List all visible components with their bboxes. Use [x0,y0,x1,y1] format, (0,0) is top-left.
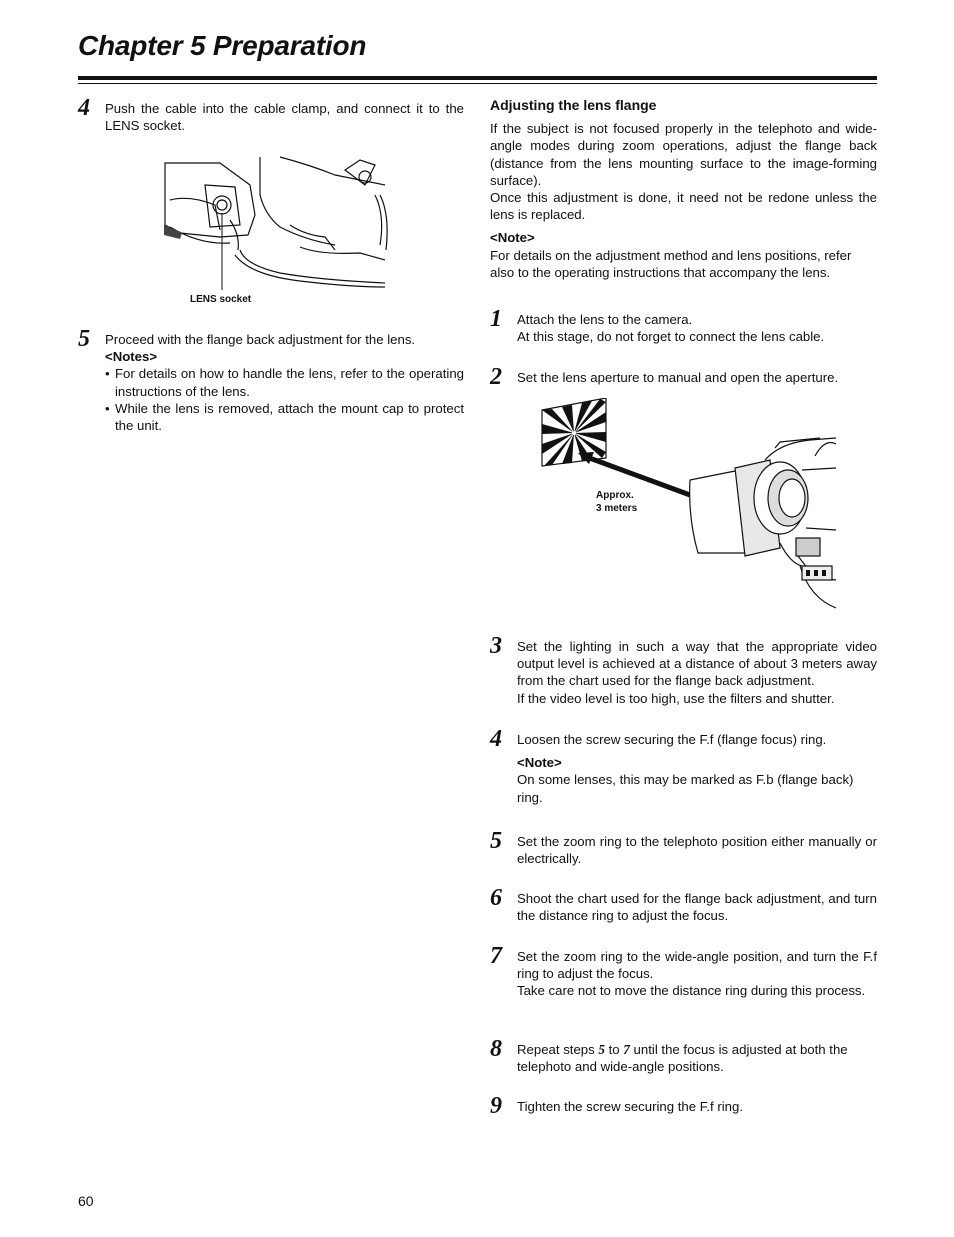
left-step-4 [78,95,464,134]
step-text: Tighten the screw securing the F.f ring. [517,1099,744,1114]
note-text: On some lenses, this may be marked as F.b (flange back) ring. [517,772,854,805]
header-rule-thick [78,76,877,80]
step-text: Shoot the chart used for the flange back adjustment, and turn the distance ring to adjust the focus. [517,891,877,924]
flange-chart-illustration [540,398,836,616]
right-step-1 [490,306,877,345]
right-step-8 [490,1036,877,1075]
right-column [490,97,877,281]
intro-paragraph: If the subject is not focused properly in the telephoto and wide-angle modes during zoom operations, adjust the flange back (distance from the lens mounting surface to the image-forming surface). [490,121,877,188]
bullet-text: While the lens is removed, attach the mount cap to protect the unit. [115,400,464,434]
step-number: 7 [490,943,502,969]
step-ref: 7 [623,1042,630,1057]
distance-label [596,489,637,515]
distance-label-line: 3 meters [596,503,638,514]
step-number: 6 [490,885,502,911]
note-heading: <Note> [490,230,535,246]
page-number: 60 [78,1193,94,1209]
camera-lens-icon [690,438,836,608]
step-number: 1 [490,306,502,332]
left-step-5 [78,326,464,434]
step-text [517,1041,877,1075]
right-step-4 [490,726,877,806]
right-step-9 [490,1093,877,1119]
step-number: 5 [490,828,502,854]
step-text: Proceed with the flange back adjustment for the lens. [105,332,416,347]
right-step-7 [490,943,877,1000]
left-column [78,95,464,134]
notes-heading: <Notes> [105,349,158,365]
step-number: 9 [490,1093,502,1119]
right-step-3 [490,633,877,707]
note-text: For details on the adjustment method and lens positions, refer also to the operating instructions that accompany the lens. [490,247,852,280]
lens-socket-illustration [160,155,390,290]
step-number: 3 [490,633,502,659]
step-text: Set the lens aperture to manual and open the aperture. [517,370,839,385]
distance-label-line: Approx. [596,490,634,501]
step-number: 4 [490,726,502,752]
section-heading: Adjusting the lens flange [490,97,657,113]
note-bullet: • For details on how to handle the lens, refer to the operating instructions of the lens. [105,366,464,399]
step-number: 4 [78,95,90,121]
bullet-text: For details on how to handle the lens, refer to the operating instructions of the lens. [115,366,464,399]
step-text: Take care not to move the distance ring during this process. [517,983,866,999]
step-text: Set the zoom ring to the telephoto position either manually or electrically. [517,834,877,867]
note-heading: <Note> [517,755,562,771]
focus-chart-icon [542,398,606,466]
step-text: Attach the lens to the camera. [517,312,693,327]
step-text: At this stage, do not forget to connect the lens cable. [517,329,825,345]
step-number: 8 [490,1036,502,1062]
step-text: Set the zoom ring to the wide-angle position, and turn the F.f ring to adjust the focus. [517,949,877,982]
step-text: If the video level is too high, use the filters and shutter. [517,690,835,706]
step-text: Push the cable into the cable clamp, and connect it to the LENS socket. [105,101,464,134]
chapter-title: Chapter 5 Preparation [78,30,367,61]
step-text-part: Repeat steps [517,1042,599,1057]
step-text-part: to [604,1042,624,1057]
step-number: 5 [78,326,90,352]
step-text-part: until the focus is adjusted at both the telephoto and wide-angle positions. [517,1042,848,1075]
lens-socket-label: LENS socket [190,294,252,305]
step-text: Loosen the screw securing the F.f (flange focus) ring. [517,732,827,747]
note-bullet: • While the lens is removed, attach the mount cap to protect the unit. [105,400,464,434]
left-step-5-block [78,326,464,434]
right-step-2 [490,364,877,390]
intro-paragraph-2: Once this adjustment is done, it need not be redone unless the lens is replaced. [490,190,877,223]
step-text: Set the lighting in such a way that the appropriate video output level is achieved at a distance of about 3 meters away from the chart used for the flange back adjustment. [517,639,877,689]
right-step-6 [490,885,877,924]
step-ref: 5 [598,1042,605,1057]
right-step-5 [490,828,877,867]
step-number: 2 [490,364,502,390]
header-rule-thin [78,83,877,84]
